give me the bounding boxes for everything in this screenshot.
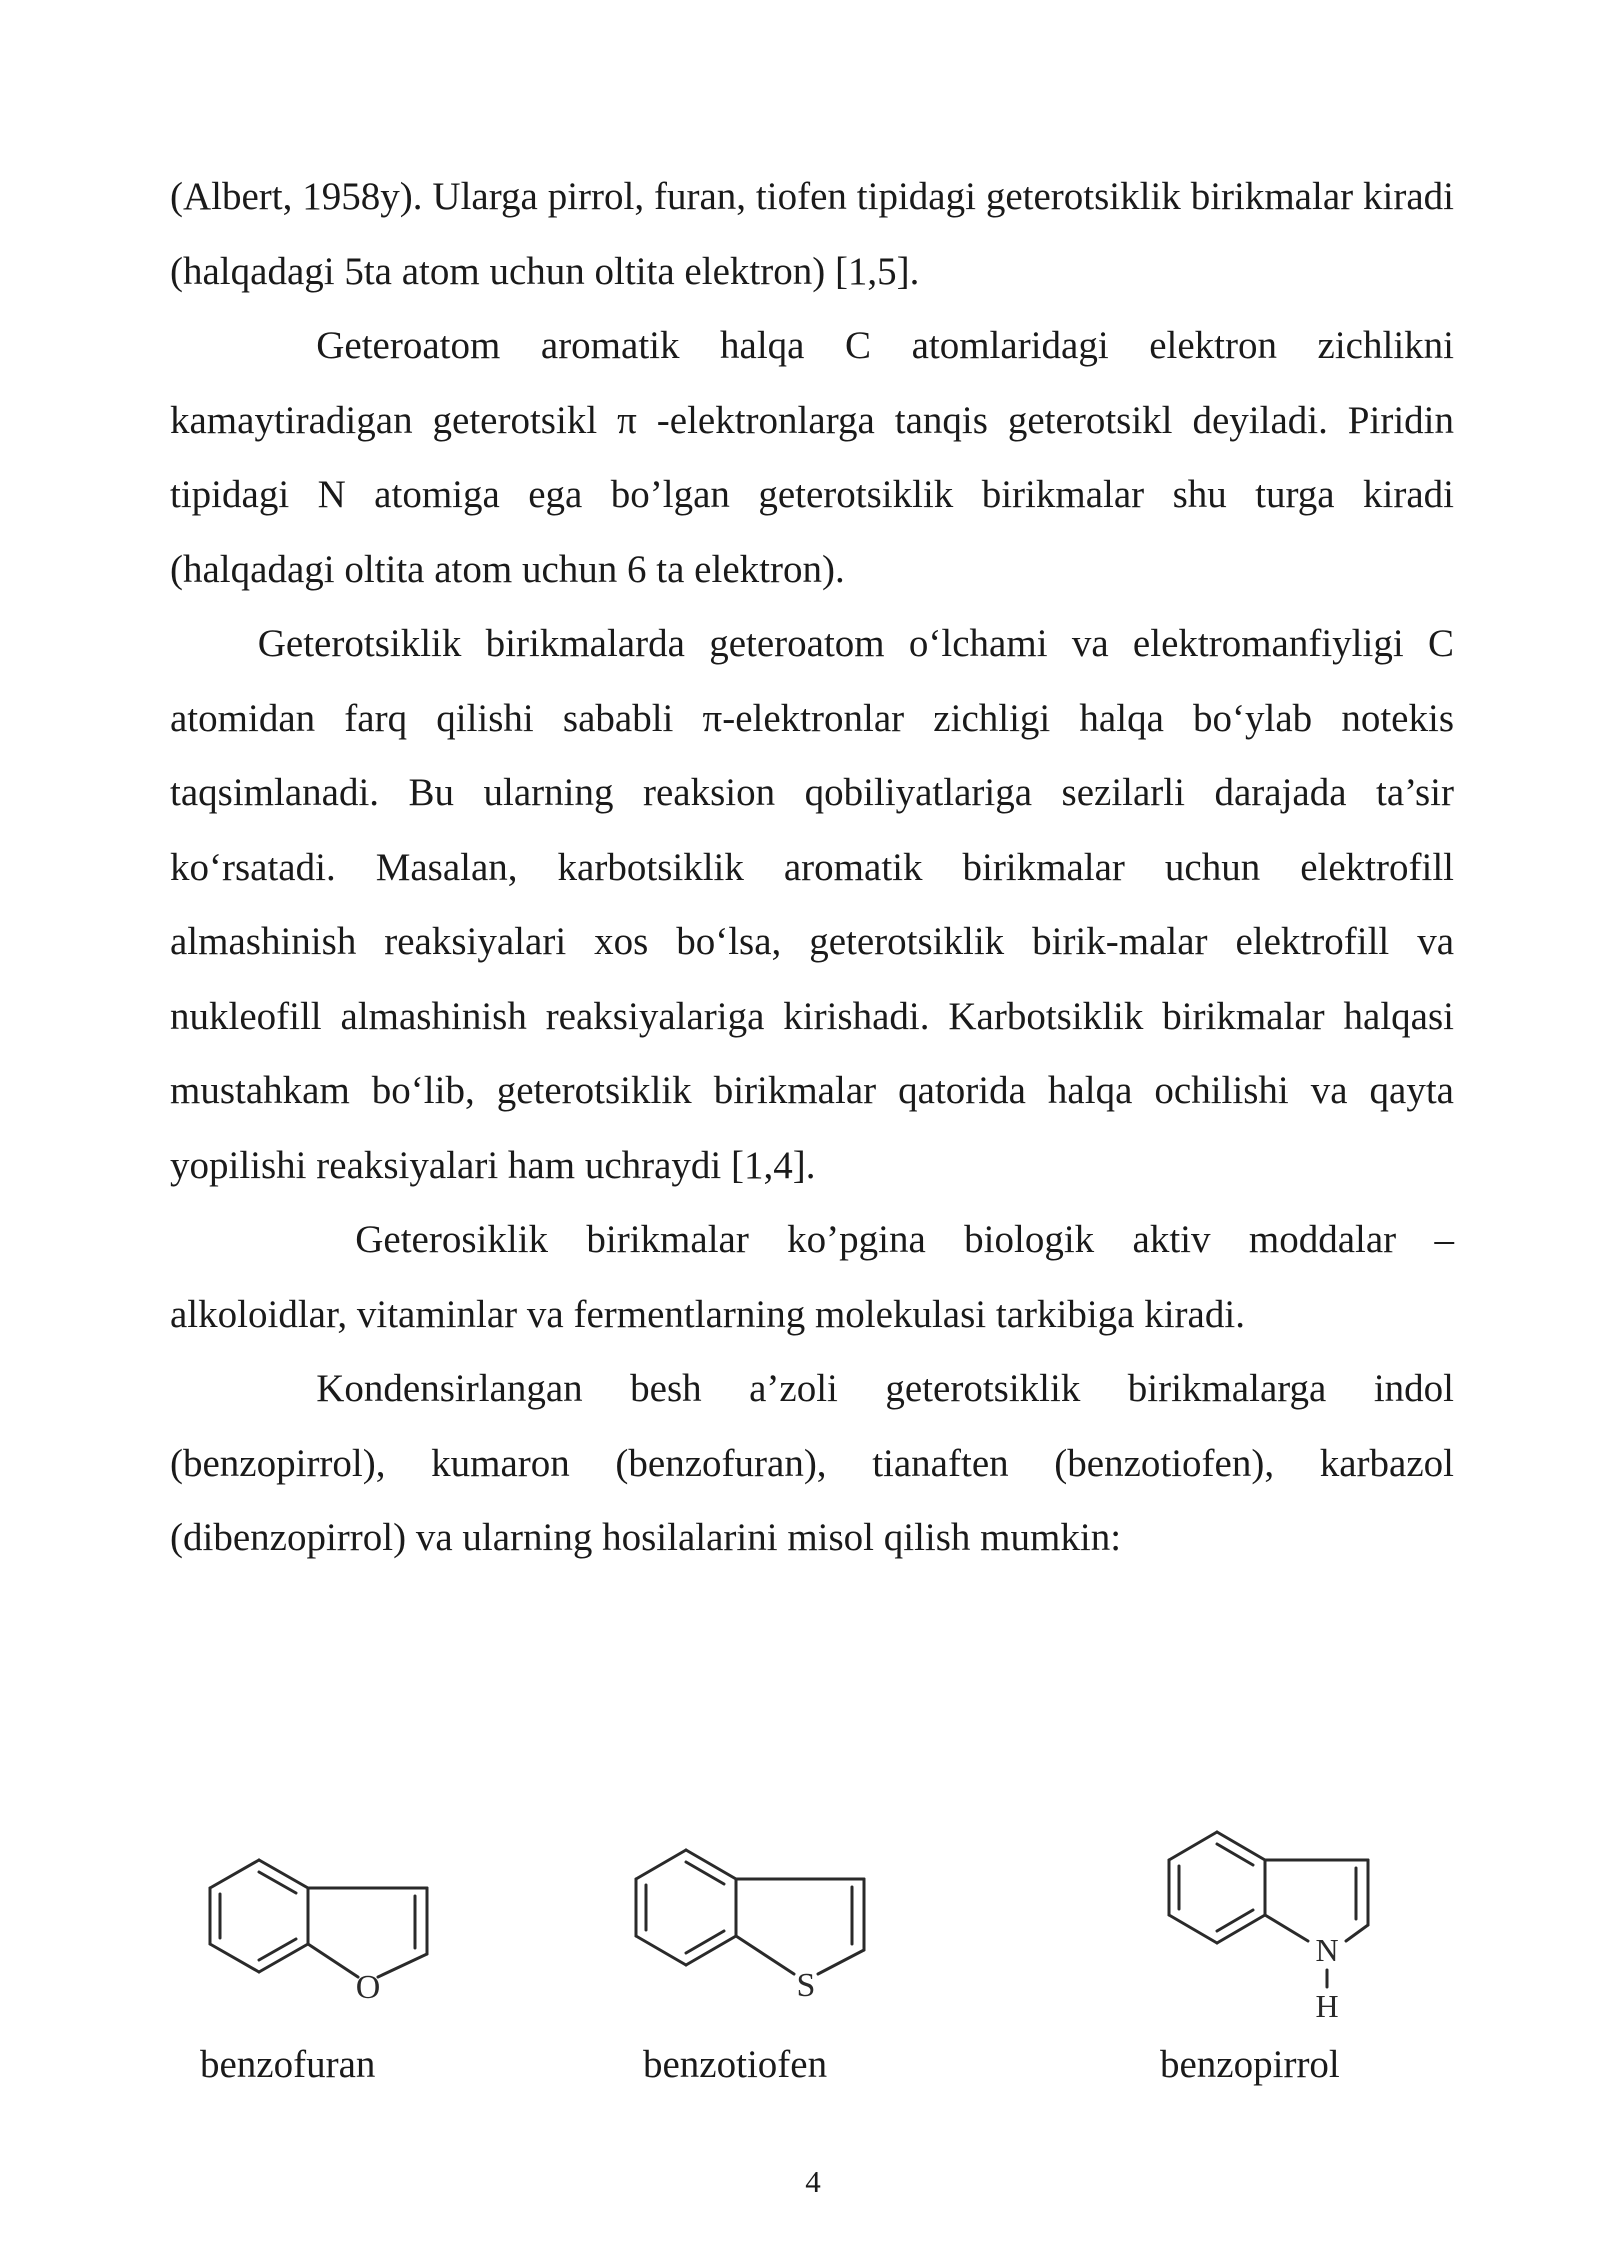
benzofuran-label: benzofuran — [200, 2043, 376, 2086]
sulfur-atom-label: S — [796, 1967, 816, 2004]
oxygen-atom-label: O — [355, 1969, 381, 2006]
paragraph: (Albert, 1958y). Ularga pirrol, furan, tiofen tipidagi geterotsiklik birikmalar kiradi (halqadagi 5ta atom uchun oltita elektron) [1,5]. — [170, 175, 1454, 293]
benzotiofen-label: benzotiofen — [643, 2043, 828, 2086]
paragraph: Geterosiklik birikmalar ko’pgina biologik aktiv moddalar – alkoloidlar, vitaminlar va fermentlarning molekulasi tarkibiga kiradi. — [170, 1218, 1454, 1336]
body-text — [170, 160, 1454, 1576]
hydrogen-atom-label: H — [1315, 1988, 1339, 2024]
paragraph: Geterotsiklik birikmalarda geteroatom o‘lchami va elektromanfiyligi C atomidan farq qilishi sababli π-elektronlar zichligi halqa bo‘ylab notekis taqsimlanadi. Bu ularning reaksion qobiliyatlariga sezilarli darajada ta’sir ko‘rsatadi. Masalan, karbotsiklik aromatik birikmalar uchun elektrofill almashinish reaksiyalari xos bo‘lsa, geterotsiklik birik-malar elektrofill va nukleofill almashinish reaksiyalariga kirishadi. Karbotsiklik birikmalar halqasi mustahkam bo‘lib, geterotsiklik birikmalar qatorida halqa ochilishi va qayta yopilishi reaksiyalari ham uchraydi [1,4]. — [170, 622, 1454, 1187]
nitrogen-atom-label: N — [1315, 1932, 1339, 1968]
paragraph: Kondensirlangan besh a’zoli geterotsiklik birikmalarga indol (benzopirrol), kumaron (benzofuran), tianaften (benzotiofen), karbazol (dibenzopirrol) va ularning hosilalarini misol qilish mumkin: — [170, 1367, 1454, 1559]
benzotiofen-structure — [618, 1832, 878, 2012]
benzofuran-structure — [195, 1840, 445, 2020]
paragraph: Geteroatom aromatik halqa C atomlaridagi elektron zichlikni kamaytiradigan geterotsikl π -elektronlarga tanqis geterotsikl deyiladi. Piridin tipidagi N atomiga ega bo’lgan geterotsiklik birikmalar shu turga kiradi (halqadagi oltita atom uchun 6 ta elektron). — [170, 324, 1454, 591]
benzopirrol-label: benzopirrol — [1160, 2043, 1340, 2086]
page-number: 4 — [805, 2164, 821, 2199]
benzopirrol-structure — [1150, 1815, 1390, 2025]
